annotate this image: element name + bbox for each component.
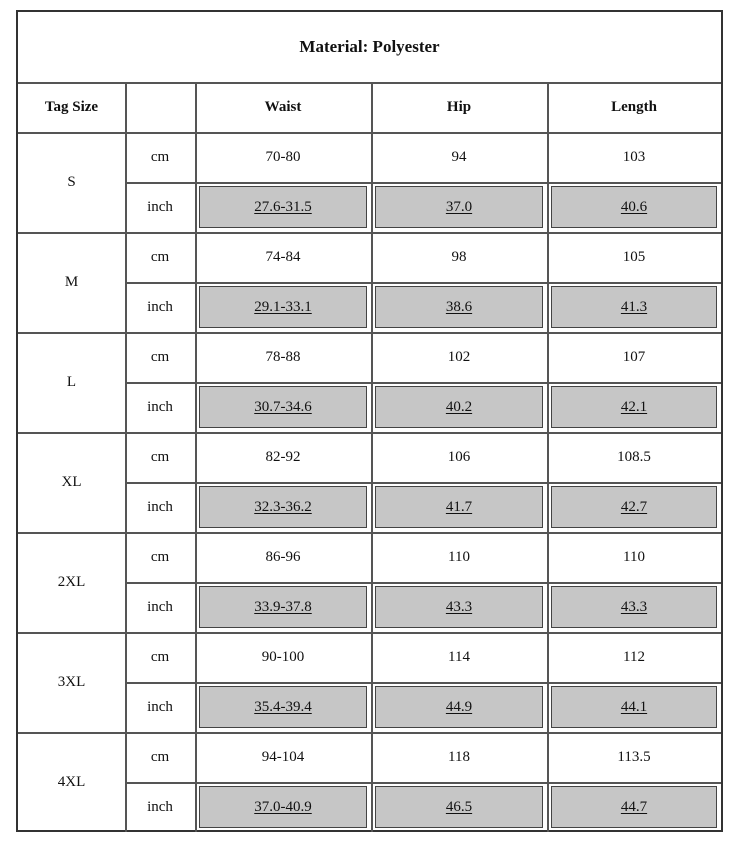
cell-value: 38.6 <box>445 298 473 315</box>
cell-length-inch <box>551 586 717 628</box>
cell-value: 44.9 <box>445 698 473 715</box>
unit-label-cm: cm <box>150 348 170 365</box>
cell-value: 35.4-39.4 <box>254 698 312 715</box>
cell-waist-inch <box>199 486 367 528</box>
cell-length-inch <box>551 186 717 228</box>
header-length: Length <box>611 98 657 115</box>
grid-line <box>125 282 721 284</box>
size-label: S <box>67 173 76 190</box>
cell-length-inch <box>551 686 717 728</box>
cell-waist-cm: 74-84 <box>265 248 301 265</box>
cell-length-cm: 110 <box>623 548 645 565</box>
cell-hip-inch <box>375 786 543 828</box>
unit-label-inch: inch <box>147 198 173 215</box>
unit-label-cm: cm <box>150 648 170 665</box>
unit-label-cm: cm <box>150 748 170 765</box>
cell-length-cm: 107 <box>622 348 646 365</box>
unit-label-cm: cm <box>150 548 170 565</box>
cell-length-inch <box>551 286 717 328</box>
unit-label-cm: cm <box>150 148 170 165</box>
cell-length-inch <box>551 786 717 828</box>
cell-value: 42.1 <box>620 398 648 415</box>
cell-hip-inch <box>375 586 543 628</box>
cell-waist-cm: 78-88 <box>265 348 301 365</box>
size-label: L <box>66 373 77 390</box>
cell-hip-cm: 110 <box>448 548 470 565</box>
cell-value: 27.6-31.5 <box>254 198 312 215</box>
cell-hip-inch <box>375 286 543 328</box>
cell-hip-inch <box>375 186 543 228</box>
grid-line <box>18 82 721 84</box>
cell-value: 43.3 <box>445 598 473 615</box>
cell-value: 29.1-33.1 <box>254 298 312 315</box>
cell-value: 44.1 <box>620 698 648 715</box>
unit-label-inch: inch <box>147 598 173 615</box>
size-label: M <box>64 273 79 290</box>
cell-hip-cm: 114 <box>448 648 470 665</box>
header-hip: Hip <box>446 98 472 115</box>
cell-waist-inch <box>199 386 367 428</box>
cell-value: 41.3 <box>620 298 648 315</box>
size-label: 2XL <box>57 573 86 590</box>
size-label: 4XL <box>57 773 86 790</box>
cell-waist-cm: 82-92 <box>265 448 301 465</box>
unit-label-cm: cm <box>150 248 170 265</box>
cell-length-inch <box>551 386 717 428</box>
cell-waist-inch <box>199 686 367 728</box>
size-label: XL <box>61 473 82 490</box>
grid-line <box>125 782 721 784</box>
unit-label-cm: cm <box>150 448 170 465</box>
cell-hip-cm: 94 <box>451 148 467 165</box>
header-waist: Waist <box>264 98 302 115</box>
cell-waist-inch <box>199 286 367 328</box>
cell-hip-cm: 98 <box>451 248 467 265</box>
grid-line <box>125 382 721 384</box>
grid-line <box>125 182 721 184</box>
cell-value: 37.0-40.9 <box>254 798 312 815</box>
header-tag-size: Tag Size <box>44 98 99 115</box>
cell-value: 41.7 <box>445 498 473 515</box>
cell-waist-cm: 90-100 <box>261 648 305 665</box>
cell-hip-cm: 118 <box>448 748 470 765</box>
unit-label-inch: inch <box>147 398 173 415</box>
grid-line <box>125 682 721 684</box>
cell-hip-inch <box>375 386 543 428</box>
unit-label-inch: inch <box>147 498 173 515</box>
cell-length-cm: 112 <box>623 648 645 665</box>
grid-line <box>125 482 721 484</box>
cell-hip-inch <box>375 686 543 728</box>
cell-waist-cm: 86-96 <box>265 548 301 565</box>
cell-value: 43.3 <box>620 598 648 615</box>
grid-line <box>125 582 721 584</box>
cell-value: 46.5 <box>445 798 473 815</box>
cell-value: 30.7-34.6 <box>254 398 312 415</box>
cell-hip-cm: 102 <box>447 348 471 365</box>
cell-value: 40.2 <box>445 398 473 415</box>
size-chart-table <box>16 10 723 832</box>
unit-label-inch: inch <box>147 698 173 715</box>
cell-length-cm: 105 <box>622 248 646 265</box>
cell-hip-inch <box>375 486 543 528</box>
cell-waist-cm: 70-80 <box>265 148 301 165</box>
cell-value: 40.6 <box>620 198 648 215</box>
unit-label-inch: inch <box>147 298 173 315</box>
cell-length-cm: 113.5 <box>617 748 651 765</box>
cell-waist-inch <box>199 586 367 628</box>
cell-waist-cm: 94-104 <box>261 748 305 765</box>
cell-length-inch <box>551 486 717 528</box>
cell-value: 33.9-37.8 <box>254 598 312 615</box>
cell-length-cm: 103 <box>622 148 646 165</box>
cell-waist-inch <box>199 786 367 828</box>
size-label: 3XL <box>57 673 86 690</box>
cell-length-cm: 108.5 <box>617 448 651 465</box>
unit-label-inch: inch <box>147 798 173 815</box>
cell-value: 32.3-36.2 <box>254 498 312 515</box>
header-unit <box>125 82 195 132</box>
cell-value: 37.0 <box>445 198 473 215</box>
cell-value: 42.7 <box>620 498 648 515</box>
cell-hip-cm: 106 <box>447 448 471 465</box>
cell-waist-inch <box>199 186 367 228</box>
table-title: Material: Polyester <box>299 37 440 56</box>
cell-value: 44.7 <box>620 798 648 815</box>
